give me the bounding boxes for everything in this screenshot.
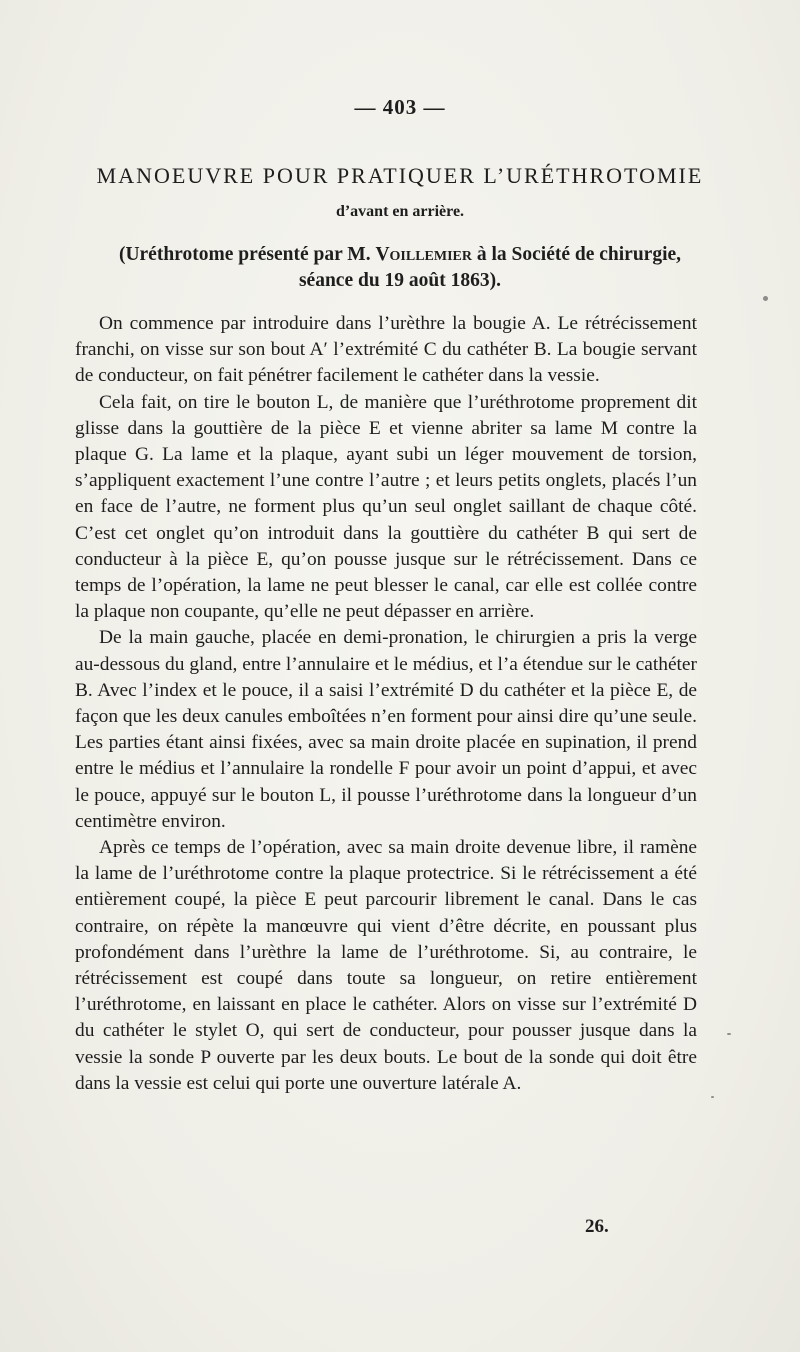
section-title: MANOEUVRE POUR PRATIQUER L’URÉTHROTOMIE: [96, 163, 704, 188]
ink-speck: [727, 1033, 731, 1035]
presentation-note: [75, 242, 725, 294]
paragraph: De la main gauche, placée en demi-pronation, le chirurgien a pris la verge au-dessous du gland, entre l’annulaire et le médius, et l’a étendue sur le cathéter B. Avec l’index et le pouce, il a saisi l’extrémité D du cathéter et la pièce E, de façon que les deux canules emboîtées n’en forment pour ainsi dire qu’une seule. Les parties étant ainsi fixées, avec sa main droite placée en supination, il prend entre le médius et l’annulaire la rondelle F pour avoir un point d’appui, et avec le pouce, appuyé sur le bouton L, il pousse l’uréthrotome dans la longueur d’un centimètre environ.: [75, 627, 697, 832]
paragraph: Après ce temps de l’opération, avec sa main droite devenue libre, il ramène la lame de l’uréthrotome contre la plaque protectrice. Si le rétrécissement a été entièrement coupé, la pièce E peut parcourir librement le canal. Dans le cas contraire, on répète la manœuvre qui vient d’être décrite, en poussant plus profondément dans l’urèthre la lame de l’uréthrotome. Si, au contraire, le rétrécissement est coupé dans toute sa longueur, on retire entièrement l’uréthrotome, en laissant en place le cathéter. Alors on visse sur l’extrémité D du cathéter le stylet O, qui sert de conducteur, pour pousser jusque dans la vessie la sonde P ouverte par les deux bouts. Le bout de la sonde qui doit être dans la vessie est celui qui porte une ouverture latérale A.: [75, 837, 697, 1094]
presentation-note-prefix: (Uréthrotome présenté par M.: [118, 244, 376, 265]
signature-mark: 26.: [585, 1216, 609, 1237]
page-number: — 403 —: [354, 95, 446, 119]
session-date: séance du 19 août 1863).: [298, 270, 502, 291]
paragraph: Cela fait, on tire le bouton L, de manière que l’uréthrotome proprement dit glisse dans la gouttière de la pièce E et vienne abriter sa lame M contre la plaque G. La lame et la plaque, ayant subi un léger mouvement de torsion, s’appliquent exactement l’une contre l’autre ; et leurs petits onglets, placés l’un en face de l’autre, ne forment plus qu’un seul onglet saillant de chaque côté. C’est cet onglet qu’on introduit dans la gouttière du cathéter B qui sert de conducteur à la pièce E, qu’on pousse jusque sur le rétrécissement. Dans ce temps de l’opération, la lame ne peut blesser le canal, car elle est collée contre la plaque non coupante, qu’elle ne peut dépasser en arrière.: [75, 391, 697, 623]
section-subtitle: d’avant en arrière.: [335, 203, 465, 220]
body-text: [75, 311, 697, 1097]
ink-speck: [711, 1096, 714, 1098]
author-name: Voillemier: [375, 244, 472, 265]
ink-speck: [763, 296, 768, 301]
presentation-note-suffix: à la Société de chirurgie,: [472, 244, 682, 265]
paragraph: On commence par introduire dans l’urèthre la bougie A. Le rétrécissement franchi, on visse sur son bout A′ l’extrémité C du cathéter B. La bougie servant de conducteur, on fait pénétrer facilement le cathéter dans la vessie.: [75, 313, 697, 387]
